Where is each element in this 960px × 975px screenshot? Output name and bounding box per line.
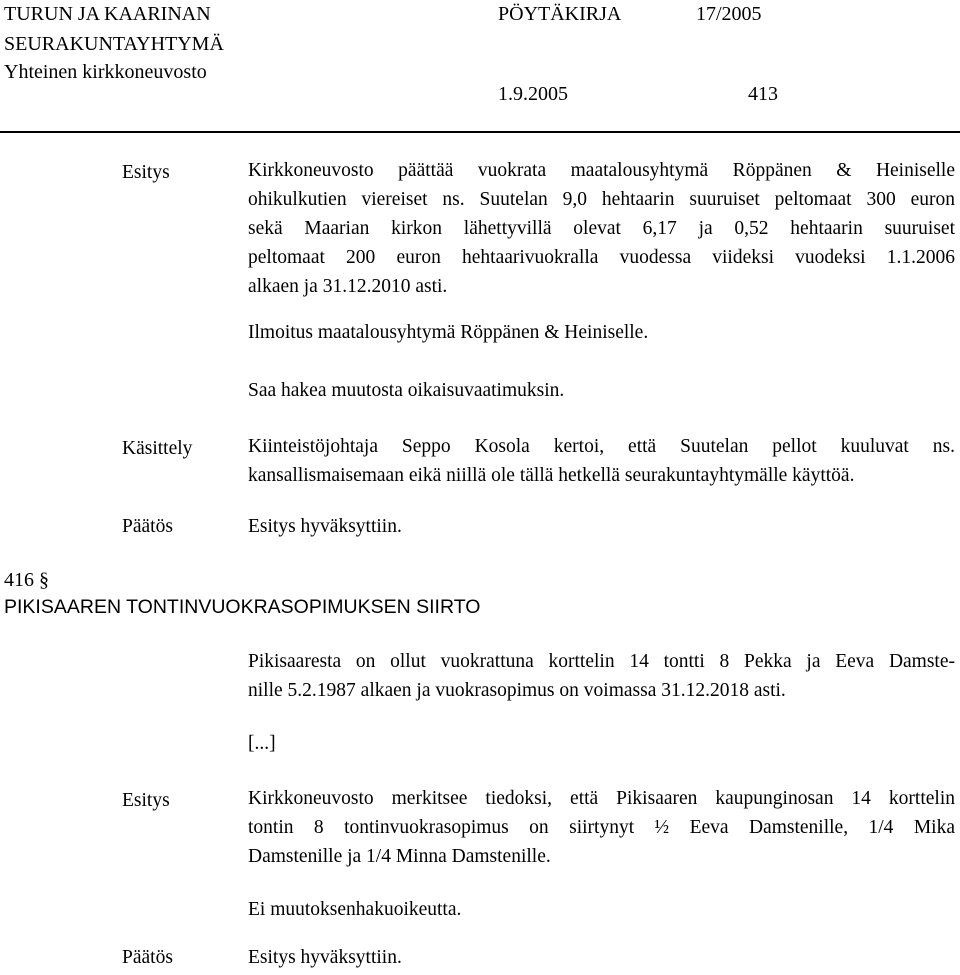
esitys-line: tontin 8 tontinvuokrasopimus on siirtynyt ½ Eeva Damstenille, 1/4 Mika (248, 817, 955, 838)
esitys-line: Kirkkoneuvosto päättää vuokrata maatalousyhtymä Röppänen & Heiniselle (248, 160, 955, 181)
intro-line: nille 5.2.1987 alkaen ja vuokrasopimus on voimassa 31.12.2018 asti. (248, 680, 786, 701)
ilmoitus-text: Ilmoitus maatalousyhtymä Röppänen & Heiniselle. (248, 322, 649, 343)
no-appeal-text: Ei muutoksenhakuoikeutta. (248, 899, 462, 920)
paatos-label-2: Päätös (122, 947, 173, 968)
section-number: 416 § (4, 569, 49, 591)
esitys-line: peltomaat 200 euron hehtaarivuokralla vuodessa viideksi vuodeksi 1.1.2006 (248, 247, 955, 268)
kasittely-paragraph (248, 432, 955, 490)
meeting-date: 1.9.2005 (498, 83, 568, 105)
org-name-line2: SEURAKUNTAYHTYMÄ (4, 33, 224, 55)
header-divider (0, 131, 960, 133)
kasittely-label: Käsittely (122, 438, 193, 459)
org-name-line1: TURUN JA KAARINAN (4, 3, 211, 25)
kasittely-line: Kiinteistöjohtaja Seppo Kosola kertoi, että Suutelan pellot kuuluvat ns. (248, 436, 955, 457)
section-title: PIKISAAREN TONTINVUOKRASOPIMUKSEN SIIRTO (4, 596, 481, 618)
paatos-label: Päätös (122, 516, 173, 537)
paatos-text: Esitys hyväksyttiin. (248, 516, 402, 537)
kasittely-line: kansallismaisemaan eikä niillä ole tällä hetkellä seurakuntayhtymälle käyttöä. (248, 465, 855, 486)
esitys-line: Kirkkoneuvosto merkitsee tiedoksi, että Pikisaaren kaupunginosan 14 korttelin (248, 788, 955, 809)
document-type: PÖYTÄKIRJA (498, 3, 622, 25)
esitys-line: sekä Maarian kirkon lähettyvillä olevat 6,17 ja 0,52 hehtaarin suuruiset (248, 218, 955, 239)
muutos-text: Saa hakea muutosta oikaisuvaatimuksin. (248, 380, 565, 401)
intro-paragraph (248, 647, 955, 705)
esitys-line: ohikulkutien viereiset ns. Suutelan 9,0 hehtaarin suuruiset peltomaat 300 euron (248, 189, 955, 210)
esitys-label-2: Esitys (122, 790, 170, 811)
page-number: 413 (748, 83, 778, 105)
esitys-label: Esitys (122, 162, 170, 183)
document-number: 17/2005 (696, 3, 762, 25)
esitys-paragraph (248, 156, 955, 301)
intro-line: Pikisaaresta on ollut vuokrattuna korttelin 14 tontti 8 Pekka ja Eeva Damste- (248, 651, 955, 672)
esitys-line: Damstenille ja 1/4 Minna Damstenille. (248, 846, 551, 867)
esitys-paragraph-2 (248, 784, 955, 871)
org-body-name: Yhteinen kirkkoneuvosto (4, 61, 207, 83)
paatos-text-2: Esitys hyväksyttiin. (248, 947, 402, 968)
ellipsis: [...] (248, 733, 276, 754)
esitys-line: alkaen ja 31.12.2010 asti. (248, 276, 448, 297)
